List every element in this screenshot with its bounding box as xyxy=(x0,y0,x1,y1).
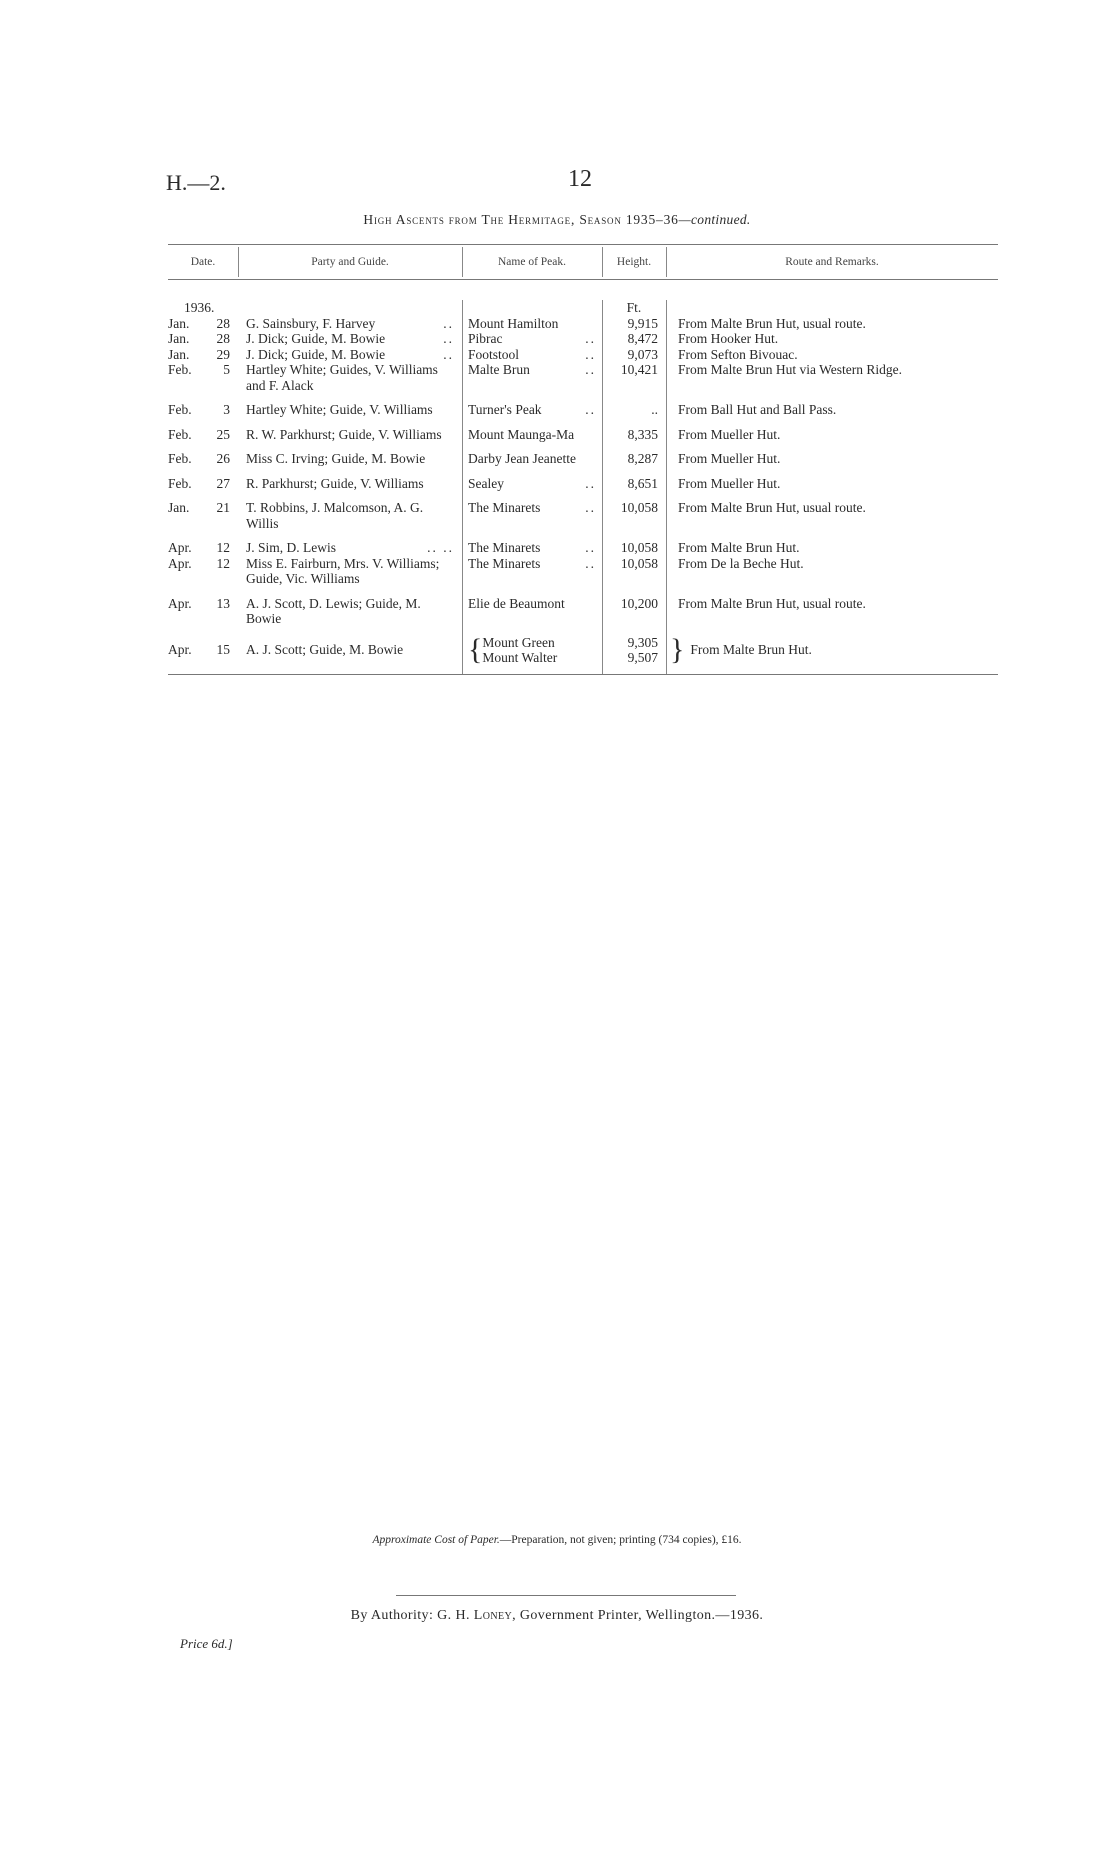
footer-rule xyxy=(396,1595,736,1596)
row-party xyxy=(168,476,462,492)
authority-line xyxy=(0,1608,1114,1624)
row-month: Feb. xyxy=(168,426,192,442)
column-divider xyxy=(666,247,667,277)
peak-name: Mount Hamilton xyxy=(468,315,559,331)
row-party xyxy=(168,427,462,443)
party-text: J. Dick; Guide, M. Bowie xyxy=(246,346,386,362)
row-height: 8,651 xyxy=(627,475,658,491)
height-value: 9,507 xyxy=(627,650,658,665)
table-header xyxy=(168,245,998,279)
row-height: 9,915 xyxy=(627,315,658,331)
title-main: High Ascents from The Hermitage, Season 1935–36 xyxy=(363,212,679,227)
column-divider xyxy=(238,247,239,277)
col-route: Route and Remarks. xyxy=(785,256,879,268)
row-peak xyxy=(462,347,602,363)
height-value: 9,305 xyxy=(627,634,658,650)
peak-name: Pibrac xyxy=(468,331,503,346)
authority-pre: By Authority: G. H. xyxy=(350,1608,474,1623)
row-route: From Ball Hut and Ball Pass. xyxy=(678,402,837,417)
ascent-rows xyxy=(168,316,998,627)
peak-name: The Minarets xyxy=(468,540,541,555)
row-peak xyxy=(462,402,602,418)
row-day: 12 xyxy=(216,555,230,571)
row-month: Jan. xyxy=(168,346,190,362)
right-brace: } xyxy=(670,633,685,666)
party-text: Hartley White; Guides, V. Williams and F. Alack xyxy=(246,362,438,393)
party-text: J. Dick; Guide, M. Bowie xyxy=(246,331,386,346)
row-peak xyxy=(462,331,602,347)
cost-note xyxy=(0,1534,1114,1546)
row-month: Feb. xyxy=(168,362,192,377)
row-month: Apr. xyxy=(168,555,192,571)
table-row xyxy=(168,540,998,556)
peak-leader-dots: .. xyxy=(585,346,596,362)
table-row xyxy=(168,556,998,587)
table-title xyxy=(0,212,1114,228)
peak-name: Mount Maunga-Ma xyxy=(468,426,575,442)
row-route: From Mueller Hut. xyxy=(678,475,781,491)
row-height: 10,200 xyxy=(620,595,658,611)
bottom-rule xyxy=(168,674,998,675)
table-row xyxy=(168,331,998,347)
party-text: R. Parkhurst; Guide, V. Williams xyxy=(246,475,424,491)
route-text: From Malte Brun Hut. xyxy=(690,642,812,658)
row-month: Apr. xyxy=(168,540,192,555)
row-party xyxy=(168,347,462,363)
column-divider xyxy=(602,300,603,674)
peak-leader-dots: .. xyxy=(585,540,596,555)
table-row xyxy=(168,596,998,627)
party-leader-dots: .. xyxy=(443,315,454,331)
party-text: Miss E. Fairburn, Mrs. V. Williams; Guide, Vic. Williams xyxy=(246,555,440,586)
row-height: 9,073 xyxy=(627,346,658,362)
peak-name: Darby Jean Jeanette xyxy=(468,451,576,466)
row-party xyxy=(168,362,462,393)
row-peak xyxy=(462,556,602,587)
row-route: From Malte Brun Hut. xyxy=(678,540,800,555)
peak-name: The Minarets xyxy=(468,555,541,571)
row-day: 12 xyxy=(216,540,230,555)
row-route: From Sefton Bivouac. xyxy=(678,346,798,362)
row-month: Apr. xyxy=(168,595,192,611)
row-month: Jan. xyxy=(168,500,190,515)
row-height: 8,472 xyxy=(627,331,658,346)
table-row xyxy=(168,427,998,443)
row-route: From Malte Brun Hut, usual route. xyxy=(678,315,866,331)
column-divider xyxy=(602,247,603,277)
row-month: Apr. xyxy=(168,642,192,658)
peak-leader-dots: .. xyxy=(585,475,596,491)
row-peak xyxy=(462,635,602,666)
row-height xyxy=(602,635,666,666)
row-day: 15 xyxy=(216,642,230,658)
party-leader-dots: .. xyxy=(443,331,454,346)
printer-name: Loney xyxy=(473,1608,513,1623)
document-reference: H.—2. xyxy=(166,170,226,195)
row-party xyxy=(168,316,462,332)
row-party xyxy=(168,500,462,531)
row-party: A. J. Scott; Guide, M. Bowie xyxy=(246,642,404,658)
column-divider xyxy=(462,300,463,674)
row-day: 3 xyxy=(223,402,230,417)
peak-leader-dots: .. xyxy=(585,555,596,571)
row-height: 8,287 xyxy=(627,451,658,466)
peak-name: Elie de Beaumont xyxy=(468,595,565,611)
row-party xyxy=(168,556,462,587)
table-row xyxy=(168,316,998,332)
row-month: Feb. xyxy=(168,475,192,491)
party-text: R. W. Parkhurst; Guide, V. Williams xyxy=(246,426,442,442)
row-day: 21 xyxy=(216,500,230,515)
row-party xyxy=(168,596,462,627)
peak-name: Footstool xyxy=(468,346,520,362)
row-height: 10,058 xyxy=(620,555,658,571)
peak-name: Malte Brun xyxy=(468,362,530,377)
left-brace: { xyxy=(468,633,483,666)
row-peak xyxy=(462,476,602,492)
row-route: From Mueller Hut. xyxy=(678,426,781,442)
row-month: Jan. xyxy=(168,315,190,331)
party-text: T. Robbins, J. Malcomson, A. G. Willis xyxy=(246,500,424,531)
row-party xyxy=(168,451,462,467)
row-route: From Hooker Hut. xyxy=(678,331,779,346)
row-height: 10,421 xyxy=(620,362,658,377)
row-day: 26 xyxy=(216,451,230,466)
row-month: Feb. xyxy=(168,451,192,466)
row-peak xyxy=(462,500,602,531)
party-leader-dots: .. xyxy=(443,346,454,362)
row-route: From Malte Brun Hut via Western Ridge. xyxy=(678,362,903,377)
height-unit: Ft. xyxy=(626,300,642,315)
peak-leader-dots: .. xyxy=(585,402,596,417)
row-height: 10,058 xyxy=(620,500,658,515)
row-party xyxy=(168,331,462,347)
table-row xyxy=(168,402,998,418)
table-row xyxy=(168,362,998,393)
row-peak xyxy=(462,451,602,467)
party-text: Hartley White; Guide, V. Williams xyxy=(246,402,433,417)
table-row xyxy=(168,347,998,363)
party-text: Miss C. Irving; Guide, M. Bowie xyxy=(246,451,426,466)
table-row xyxy=(168,451,998,467)
party-leader-dots: .. .. xyxy=(427,540,454,555)
peak-name: Sealey xyxy=(468,475,504,491)
row-month: Jan. xyxy=(168,331,190,346)
peak-name: Mount Walter xyxy=(482,650,558,665)
row-route: From Malte Brun Hut, usual route. xyxy=(678,500,866,515)
peak-name: The Minarets xyxy=(468,500,541,515)
row-day: 5 xyxy=(223,362,230,377)
row-day: 13 xyxy=(216,595,230,611)
row-party xyxy=(168,402,462,418)
row-day: 25 xyxy=(216,426,230,442)
peak-leader-dots: .. xyxy=(585,362,596,377)
row-height: 10,058 xyxy=(620,540,658,555)
column-divider xyxy=(666,300,667,674)
row-day: 28 xyxy=(216,315,230,331)
col-date: Date. xyxy=(190,256,216,268)
row-party xyxy=(168,540,462,556)
table-row xyxy=(168,500,998,531)
cost-text: —Preparation, not given; printing (734 copies), £16. xyxy=(499,1534,742,1546)
peak-leader-dots: .. xyxy=(585,500,596,515)
row-route: From Mueller Hut. xyxy=(678,451,781,466)
row-day: 27 xyxy=(216,475,230,491)
year: 1936. xyxy=(184,300,215,315)
peak-name: Turner's Peak xyxy=(468,402,542,417)
year-row xyxy=(168,300,998,316)
row-height: .. xyxy=(651,402,658,417)
table-body xyxy=(168,280,998,674)
authority-post: , Government Printer, Wellington.—1936. xyxy=(512,1608,764,1623)
row-route xyxy=(666,635,998,666)
row-peak xyxy=(462,540,602,556)
row-peak xyxy=(462,362,602,393)
table-row xyxy=(168,476,998,492)
row-month: Feb. xyxy=(168,402,192,417)
title-continued: —continued. xyxy=(678,212,751,227)
party-text: A. J. Scott, D. Lewis; Guide, M. Bowie xyxy=(246,595,421,626)
table-row xyxy=(168,635,998,666)
page-number: 12 xyxy=(568,166,592,192)
row-day: 29 xyxy=(216,346,230,362)
cost-label: Approximate Cost of Paper. xyxy=(372,1534,500,1546)
col-peak: Name of Peak. xyxy=(497,256,567,268)
row-peak xyxy=(462,427,602,443)
price-note: Price 6d.] xyxy=(180,1636,233,1651)
ascents-table xyxy=(168,244,998,675)
row-peak xyxy=(462,316,602,332)
col-height: Height. xyxy=(616,256,652,268)
row-route: From De la Beche Hut. xyxy=(678,555,804,571)
row-peak xyxy=(462,596,602,627)
party-text: G. Sainsbury, F. Harvey xyxy=(246,315,376,331)
peak-leader-dots: .. xyxy=(585,331,596,346)
column-divider xyxy=(462,247,463,277)
row-day: 28 xyxy=(216,331,230,346)
row-route: From Malte Brun Hut, usual route. xyxy=(678,595,866,611)
peak-name: Mount Green xyxy=(482,634,555,650)
party-text: J. Sim, D. Lewis xyxy=(246,540,337,555)
col-party: Party and Guide. xyxy=(311,256,389,268)
row-height: 8,335 xyxy=(627,426,658,442)
